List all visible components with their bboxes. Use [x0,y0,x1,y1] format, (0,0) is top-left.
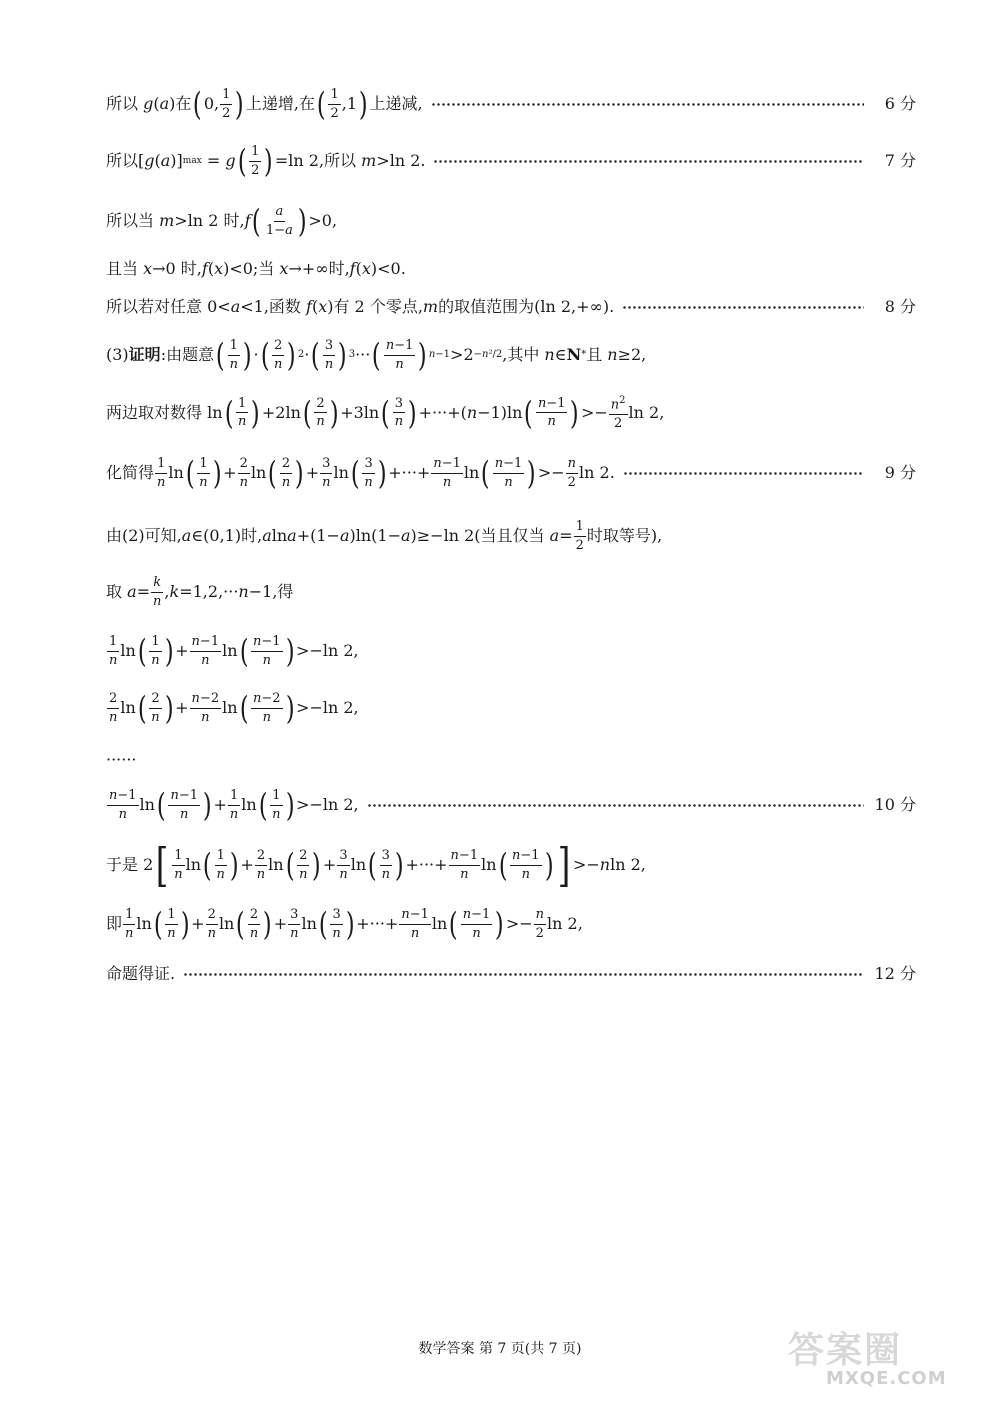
math-line-6: (3) 证明 :由题意 ( $\frac{1}{n}$ ) · ( $\frac{2}{n}$ ) 2 · ( $\frac{3}{n}$ ) 3 ··· ( $\frac{n-1}{n}$ ) n−1 >2 −n²/2 ,其中 n ∈ N * 且 n ≥2, [106,336,647,374]
dot-leader [622,306,864,309]
math-line-16: 即 $\frac{1}{n}$ ln ( $\frac{1}{n}$ ) + $\frac{2}{n}$ ln ( $\frac{2}{n}$ ) + $\frac{3}{n}$ ln ( $\frac{3}{n}$ ) +···+ $\frac{n-1}{n}$ ln ( $\frac{n-1}{n}$ ) >− $\frac{n}{2}$ ln 2, [106,905,583,943]
solution-line-12 [106,688,916,728]
math-line-14: $\frac{n-1}{n}$ ln ( $\frac{n-1}{n}$ ) + $\frac{1}{n}$ ln ( $\frac{1}{n}$ ) >−ln 2, [109,786,359,824]
score-mark: 12 分 [874,964,916,983]
site-watermark [788,1322,978,1392]
math-line-7: 两边取对数得 ln ( $\frac{1}{n}$ ) +2ln ( $\frac{2}{n}$ ) +3ln ( $\frac{3}{n}$ ) +···+( n −1)ln ( $\frac{n-1}{n}$ ) >− $\frac{n^2}{2}$ ln 2, [106,393,665,432]
solution-line-11 [106,631,916,671]
solution-line-6 [106,335,916,375]
solution-line-7 [106,393,916,433]
solution-line-9 [106,516,916,556]
score-mark: 8 分 [884,297,916,316]
math-line-4: 且当 x →0 时, f ( x )<0;当 x →+∞时, f ( x )<0. [106,259,406,278]
math-line-3: 所以当 m >ln 2 时, f ( $\frac{a}{1-a}$ ) >0, [106,202,338,240]
solution-line-5 [106,296,916,318]
math-line-15: 于是 2 [ $\frac{1}{n}$ ln ( $\frac{1}{n}$ ) + $\frac{2}{n}$ ln ( $\frac{2}{n}$ ) + $\frac{3}{n}$ ln ( $\frac{3}{n}$ ) +···+ $\frac{n-1}{n}$ ln ( $\frac{n-1}{n}$ ) ] >− n ln 2, [106,838,646,892]
dot-leader [433,160,864,163]
solution-line-13 [106,752,916,768]
solution-line-14 [106,785,916,825]
page-footer: 数学答案 第 7 页(共 7 页) [418,1341,582,1357]
solution-line-3 [106,201,916,241]
solution-line-15 [106,838,916,892]
solution-line-1 [106,84,916,124]
score-mark: 9 分 [884,463,916,482]
dot-leader [367,804,864,807]
watermark-url: MXQE.COM [826,1368,947,1389]
math-line-9: 由(2)可知, a ∈(0,1)时, a ln a +(1− a )ln(1− a )≥−ln 2(当且仅当 a = $\frac{1}{2}$ 时取等号), [106,518,663,553]
solution-line-2 [106,141,916,181]
solution-line-4 [106,259,916,279]
conclusion-text: 命题得证. [106,964,176,983]
watermark-logo-text: 答案圈 [788,1330,903,1371]
dot-leader [431,103,864,106]
score-mark: 6 分 [884,94,916,113]
dot-leader [183,973,864,976]
math-line-5: 所以若对任意 0< a <1,函数 f ( x )有 2 个零点, m 的取值范围为(ln 2,+∞). [106,297,615,316]
math-line-10: 取 a = $\frac{k}{n}$ , k =1,2,··· n −1,得 [106,574,294,609]
math-line-2: 所以[ g ( a )] max = g ( $\frac{1}{2}$ ) =ln 2,所以 m >ln 2. [106,142,426,180]
score-mark: 10 分 [874,795,916,814]
solution-line-10 [106,572,916,612]
solution-line-16 [106,904,916,944]
math-line-11: $\frac{1}{n}$ ln ( $\frac{1}{n}$ ) + $\frac{n-1}{n}$ ln ( $\frac{n-1}{n}$ ) >−ln 2, [109,632,359,670]
ellipsis: ······ [106,750,137,769]
score-mark: 7 分 [884,151,916,170]
math-line-8: 化简得 $\frac{1}{n}$ ln ( $\frac{1}{n}$ ) + $\frac{2}{n}$ ln ( $\frac{2}{n}$ ) + $\frac{3}{n}$ ln ( $\frac{3}{n}$ ) +···+ $\frac{n-1}{n}$ ln ( $\frac{n-1}{n}$ ) >− $\frac{n}{2}$ ln 2. [106,454,615,492]
solution-line-8 [106,453,916,493]
solution-line-17 [106,963,916,985]
math-line-1: 所以 g ( a )在 ( 0, $\frac{1}{2}$ ) 上递增,在 ( $\frac{1}{2}$ ,1 ) 上递减, [106,85,423,123]
math-line-12: $\frac{2}{n}$ ln ( $\frac{2}{n}$ ) + $\frac{n-2}{n}$ ln ( $\frac{n-2}{n}$ ) >−ln 2, [109,689,359,727]
dot-leader [623,472,864,475]
